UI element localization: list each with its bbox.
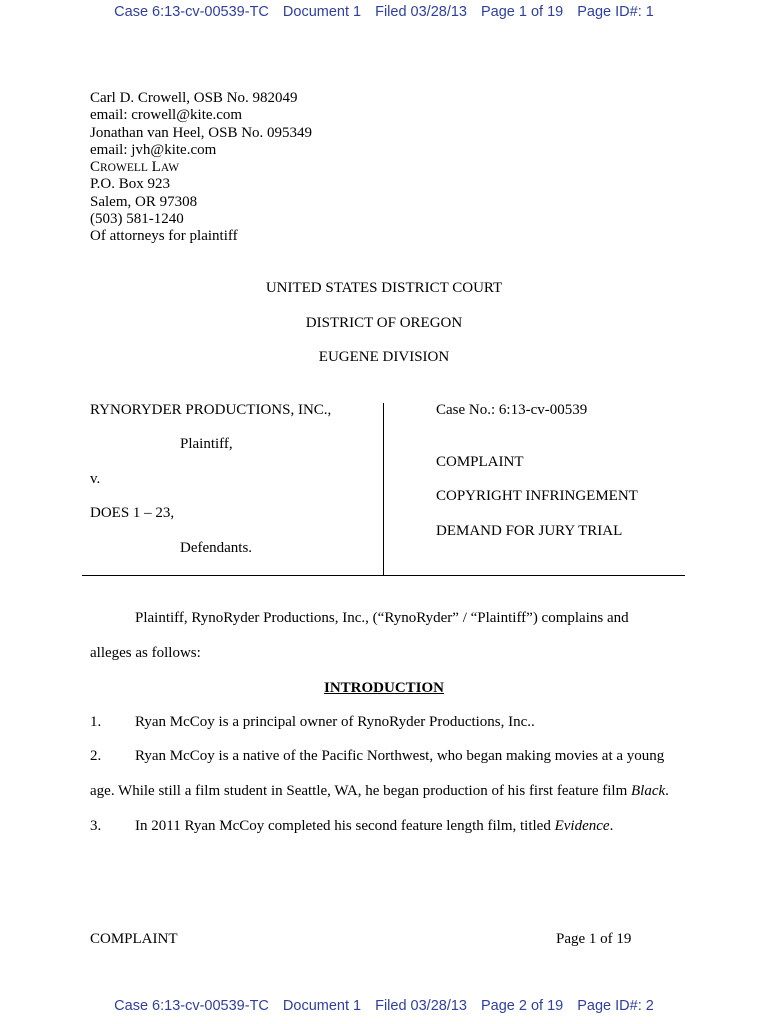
attorney-block bbox=[90, 90, 312, 246]
page-id: Page ID#: 2 bbox=[577, 998, 654, 1014]
paragraph-number: 3. bbox=[90, 818, 102, 834]
firm-name: CROWELL LAW bbox=[90, 159, 180, 176]
page-indicator: Page 2 of 19 bbox=[481, 998, 564, 1014]
court-district: DISTRICT OF OREGON bbox=[305, 315, 463, 331]
court-name: UNITED STATES DISTRICT COURT bbox=[265, 280, 503, 296]
document-number: Document 1 bbox=[282, 998, 362, 1014]
footer-page-number: Page 1 of 19 bbox=[556, 931, 632, 947]
firm-city: Salem, OR 97308 bbox=[90, 193, 198, 210]
paragraph-text: Ryan McCoy is a principal owner of RynoRyder Productions, Inc.. bbox=[135, 714, 535, 730]
paragraph-text: In 2011 Ryan McCoy completed his second feature length film, titled Evidence. bbox=[135, 818, 614, 834]
film-title: Evidence bbox=[554, 818, 610, 834]
plaintiff-label: Plaintiff, bbox=[180, 436, 233, 452]
attorney-line: Jonathan van Heel, OSB No. 095349 bbox=[90, 124, 313, 141]
footer-document-label: COMPLAINT bbox=[90, 931, 178, 947]
claim-type: COPYRIGHT INFRINGEMENT bbox=[436, 488, 638, 504]
document-type: COMPLAINT bbox=[436, 454, 524, 470]
ecf-filing-header-next-page bbox=[0, 998, 768, 1014]
attorney-email: email: jvh@kite.com bbox=[90, 141, 217, 158]
section-heading: INTRODUCTION bbox=[323, 680, 444, 696]
defendant-label: Defendants. bbox=[180, 540, 253, 556]
paragraph-text-continued: age. While still a film student in Seattle, WA, he began production of his first feature film Black. bbox=[90, 783, 669, 799]
page-indicator: Page 1 of 19 bbox=[481, 4, 564, 20]
case-number-field: Case No.: 6:13-cv-00539 bbox=[436, 402, 588, 418]
case-number: Case 6:13-cv-00539-TC bbox=[114, 998, 269, 1014]
attorney-role: Of attorneys for plaintiff bbox=[90, 228, 238, 245]
jury-demand: DEMAND FOR JURY TRIAL bbox=[436, 523, 623, 539]
paragraph-number: 1. bbox=[90, 714, 102, 730]
intro-paragraph-line1: Plaintiff, RynoRyder Productions, Inc., (“RynoRyder” / “Plaintiff”) complains and bbox=[135, 610, 629, 626]
firm-address: P.O. Box 923 bbox=[90, 176, 171, 193]
intro-paragraph-line2: alleges as follows: bbox=[90, 645, 201, 661]
plaintiff-name: RYNORYDER PRODUCTIONS, INC., bbox=[90, 402, 332, 418]
firm-phone: (503) 581-1240 bbox=[90, 211, 184, 228]
caption-divider-vertical bbox=[383, 403, 384, 575]
caption-divider-horizontal bbox=[82, 575, 685, 576]
page-id: Page ID#: 1 bbox=[577, 4, 654, 20]
attorney-email: email: crowell@kite.com bbox=[90, 107, 243, 124]
case-number: Case 6:13-cv-00539-TC bbox=[114, 4, 269, 20]
filed-date: Filed 03/28/13 bbox=[375, 4, 467, 20]
filed-date: Filed 03/28/13 bbox=[375, 998, 467, 1014]
attorney-line: Carl D. Crowell, OSB No. 982049 bbox=[90, 90, 298, 106]
document-number: Document 1 bbox=[282, 4, 362, 20]
versus: v. bbox=[90, 471, 101, 487]
court-division: EUGENE DIVISION bbox=[318, 349, 450, 365]
paragraph-text: Ryan McCoy is a native of the Pacific Northwest, who began making movies at a young bbox=[135, 748, 665, 764]
paragraph-number: 2. bbox=[90, 748, 102, 764]
film-title: Black bbox=[630, 783, 666, 799]
defendant-name: DOES 1 – 23, bbox=[90, 505, 175, 521]
ecf-filing-header bbox=[0, 4, 768, 20]
